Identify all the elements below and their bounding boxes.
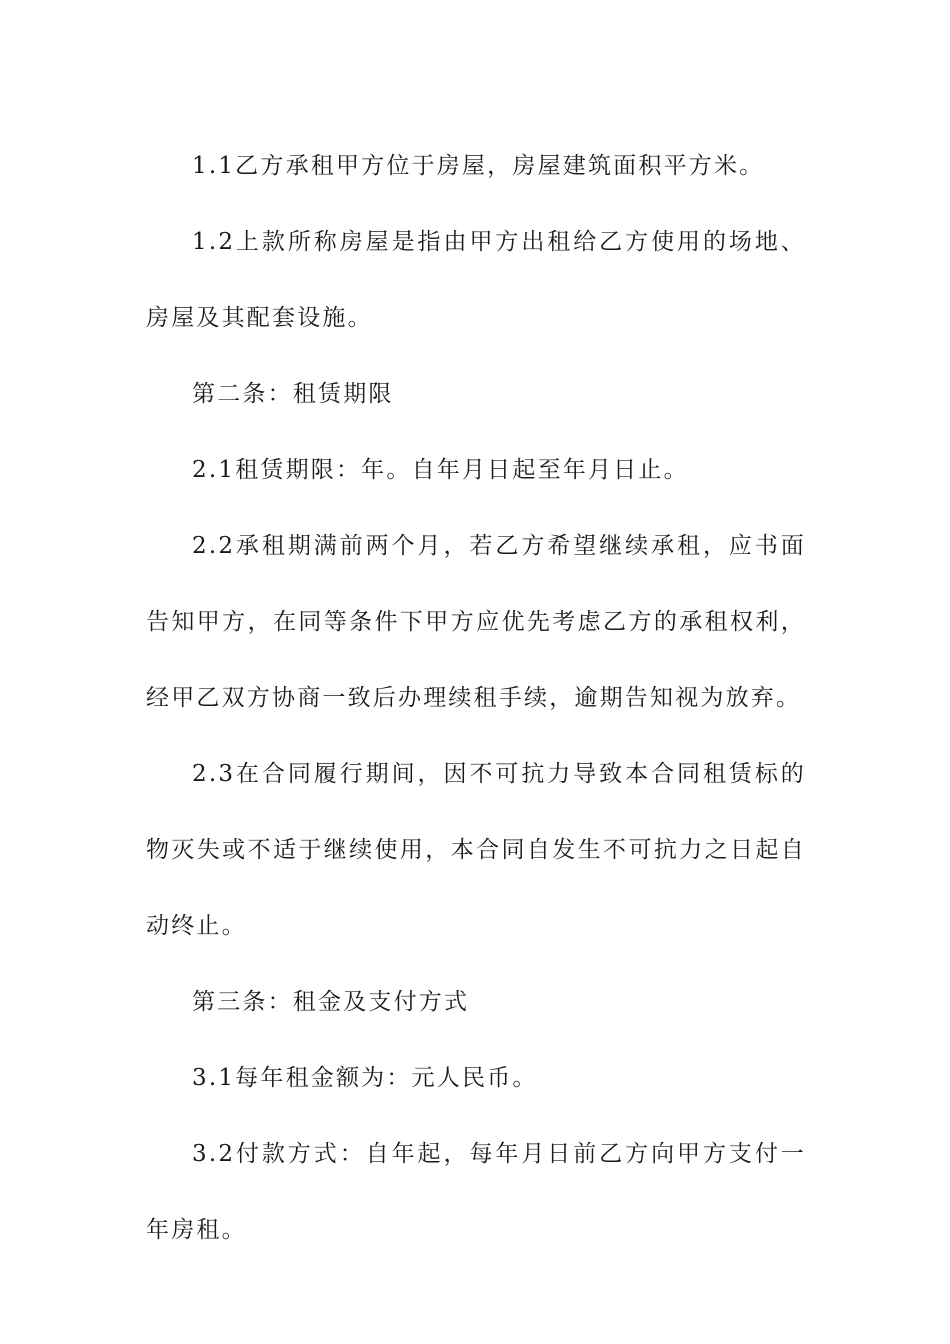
clause-2-3: 2.3在合同履行期间，因不可抗力导致本合同租赁标的物灭失或不适于继续使用，本合同自发生不可抗力之日起自动终止。 [146, 761, 806, 939]
clause-1-2: 1.2上款所称房屋是指由甲方出租给乙方使用的场地、房屋及其配套设施。 [146, 229, 806, 331]
clause-3-2: 3.2付款方式：自年起，每年月日前乙方向甲方支付一年房租。 [146, 1141, 806, 1243]
article-3-heading: 第三条：租金及支付方式 [192, 989, 470, 1015]
clause-3-1: 3.1每年租金额为：元人民币。 [192, 1065, 538, 1091]
article-2-heading: 第二条：租赁期限 [192, 381, 394, 407]
document-body [146, 128, 806, 1268]
clause-2-2: 2.2承租期满前两个月，若乙方希望继续承租，应书面告知甲方，在同等条件下甲方应优先考虑乙方的承租权利，经甲乙双方协商一致后办理续租手续，逾期告知视为放弃。 [146, 533, 806, 711]
clause-1-1: 1.1乙方承租甲方位于房屋，房屋建筑面积平方米。 [192, 153, 765, 179]
clause-2-1: 2.1租赁期限：年。自年月日起至年月日止。 [192, 457, 689, 483]
